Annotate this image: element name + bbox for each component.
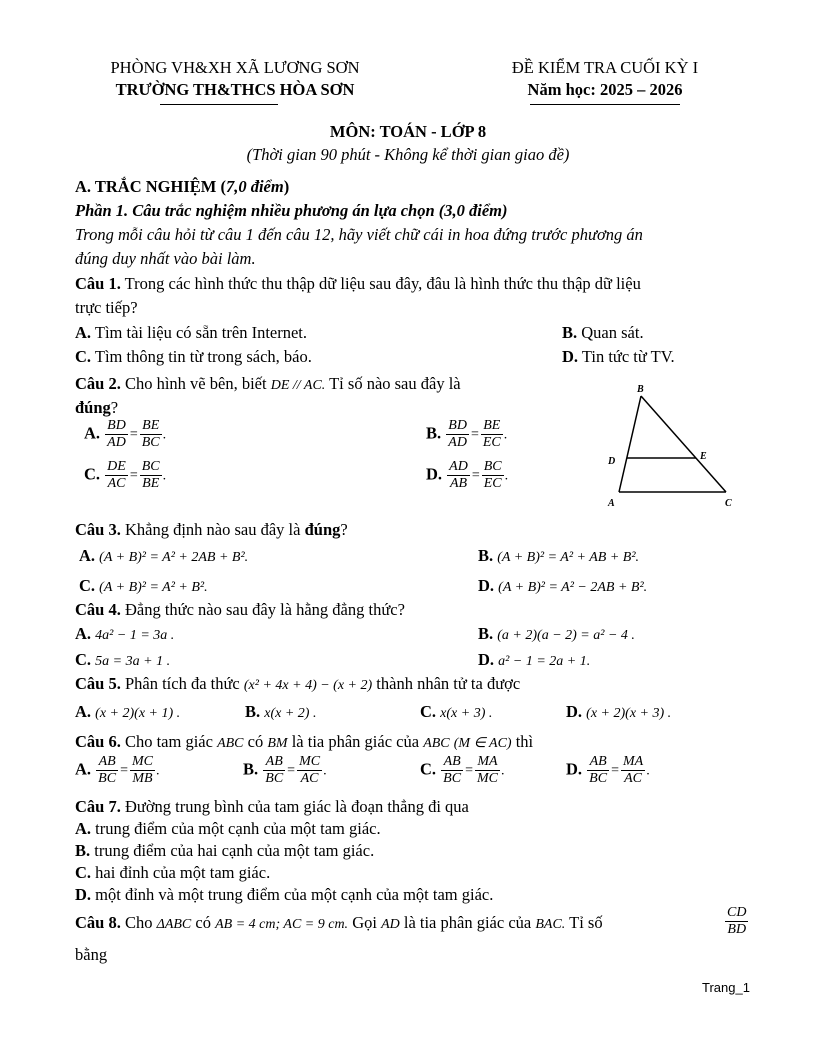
subject-title: MÔN: TOÁN - LỚP 8: [329, 122, 487, 141]
q1-stem-1: Câu 1. Trong các hình thức thu thập dữ liệu sau đây, đâu là hình thức thu thập dữ liệu: [75, 274, 641, 293]
q2-stem: Câu 2. Cho hình vẽ bên, biết DE // AC. Tỉ số nào sau đây là: [75, 374, 461, 393]
q6-option-b: B. $\frac{AB}{BC}$ = $\frac{MC}{AC}$ .: [243, 754, 327, 787]
q3-option-c: C. (A + B)² = A² + B².: [79, 576, 208, 595]
q7-option-a: A. trung điểm của một cạnh của một tam giác.: [75, 819, 381, 838]
q2-option-d: D. $\frac{AD}{AB}$ = $\frac{BC}{EC}$ .: [426, 459, 509, 492]
school-name: TRƯỜNG TH&THCS HÒA SƠN: [115, 80, 355, 99]
q7-option-d: D. một đỉnh và một trung điểm của một cạnh của một tam giác.: [75, 885, 494, 904]
q2-option-b: B. $\frac{BD}{AD}$ = $\frac{BE}{EC}$ .: [426, 418, 508, 451]
q5-option-a: A. (x + 2)(x + 1) .: [75, 702, 181, 721]
school-year: Năm học: 2025 – 2026: [527, 80, 683, 99]
q3-option-d: D. (A + B)² = A² − 2AB + B².: [478, 576, 648, 595]
q2-option-c: C. $\frac{DE}{AC}$ = $\frac{BC}{BE}$ .: [84, 459, 167, 492]
part1-title: Phần 1. Câu trắc nghiệm nhiều phương án lựa chọn (3,0 điểm): [75, 201, 508, 220]
q1-option-c: C. Tìm thông tin từ trong sách, báo.: [75, 347, 312, 366]
part1-instruction-1: Trong mỗi câu hỏi từ câu 1 đến câu 12, hãy viết chữ cái in hoa đứng trước phương án: [75, 225, 643, 244]
triangle-figure: [598, 380, 748, 510]
q7-option-b: B. trung điểm của hai cạnh của một tam giác.: [75, 841, 375, 860]
q8-stem: Câu 8. Cho ΔABC có AB = 4 cm; AC = 9 cm. Gọi AD là tia phân giác của BAC. Tỉ số: [75, 913, 603, 932]
vertex-label-a: A: [608, 498, 615, 509]
q4-option-c: C. 5a = 3a + 1 .: [75, 650, 171, 669]
section-a-title: A. TRẮC NGHIỆM (7,0 điểm): [75, 177, 290, 196]
part1-instruction-2: đúng duy nhất vào bài làm.: [75, 249, 256, 268]
q1-option-b: B. Quan sát.: [562, 323, 644, 342]
q6-option-a: A. $\frac{AB}{BC}$ = $\frac{MC}{MB}$ .: [75, 754, 160, 787]
q1-stem-2: trực tiếp?: [75, 298, 138, 317]
q4-option-b: B. (a + 2)(a − 2) = a² − 4 .: [478, 624, 635, 643]
vertex-label-d: D: [608, 456, 616, 467]
q2-option-a: A. $\frac{BD}{AD}$ = $\frac{BE}{BC}$ .: [84, 418, 167, 451]
q5-option-d: D. (x + 2)(x + 3) .: [566, 702, 672, 721]
vertex-label-e: E: [700, 451, 707, 462]
q8-stem-2: bằng: [75, 945, 108, 964]
q2-stem-2: đúng?: [75, 398, 119, 417]
q4-stem: Câu 4. Đẳng thức nào sau đây là hằng đẳng thức?: [75, 600, 405, 619]
vertex-label-b: B: [637, 384, 644, 395]
header-underline-right: [530, 104, 680, 105]
q4-option-d: D. a² − 1 = 2a + 1.: [478, 650, 591, 669]
q3-option-b: B. (A + B)² = A² + AB + B².: [478, 546, 640, 565]
exam-title: ĐỀ KIỂM TRA CUỐI KỲ I: [511, 58, 699, 77]
page-number: Trang_1: [702, 980, 750, 995]
vertex-label-c: C: [725, 498, 732, 509]
q6-stem: Câu 6. Cho tam giác ABC có BM là tia phân giác của ABC (M ∈ AC) thì: [75, 732, 534, 751]
time-note: (Thời gian 90 phút - Không kể thời gian giao đề): [246, 145, 570, 164]
q7-stem: Câu 7. Đường trung bình của tam giác là đoạn thẳng đi qua: [75, 797, 469, 816]
header-underline-left: [160, 104, 278, 105]
q5-option-b: B. x(x + 2) .: [245, 702, 317, 721]
q6-option-d: D. $\frac{AB}{BC}$ = $\frac{MA}{AC}$ .: [566, 754, 650, 787]
q5-stem: Câu 5. Phân tích đa thức (x² + 4x + 4) − (x + 2) thành nhân tử ta được: [75, 674, 521, 693]
q6-option-c: C. $\frac{AB}{BC}$ = $\frac{MA}{MC}$ .: [420, 754, 505, 787]
q8-ratio: $\frac{CD}{BD}$: [727, 905, 747, 938]
q3-option-a: A. (A + B)² = A² + 2AB + B².: [79, 546, 249, 565]
department-name: PHÒNG VH&XH XÃ LƯƠNG SƠN: [110, 58, 360, 77]
q4-option-a: A. 4a² − 1 = 3a .: [75, 624, 175, 643]
q7-option-c: C. hai đỉnh của một tam giác.: [75, 863, 271, 882]
segment-bc: [641, 396, 726, 492]
q1-option-d: D. Tin tức từ TV.: [562, 347, 675, 366]
q3-stem: Câu 3. Khẳng định nào sau đây là đúng?: [75, 520, 348, 539]
segment-ba: [619, 396, 641, 492]
q5-option-c: C. x(x + 3) .: [420, 702, 493, 721]
q1-option-a: A. Tìm tài liệu có sẵn trên Internet.: [75, 323, 308, 342]
